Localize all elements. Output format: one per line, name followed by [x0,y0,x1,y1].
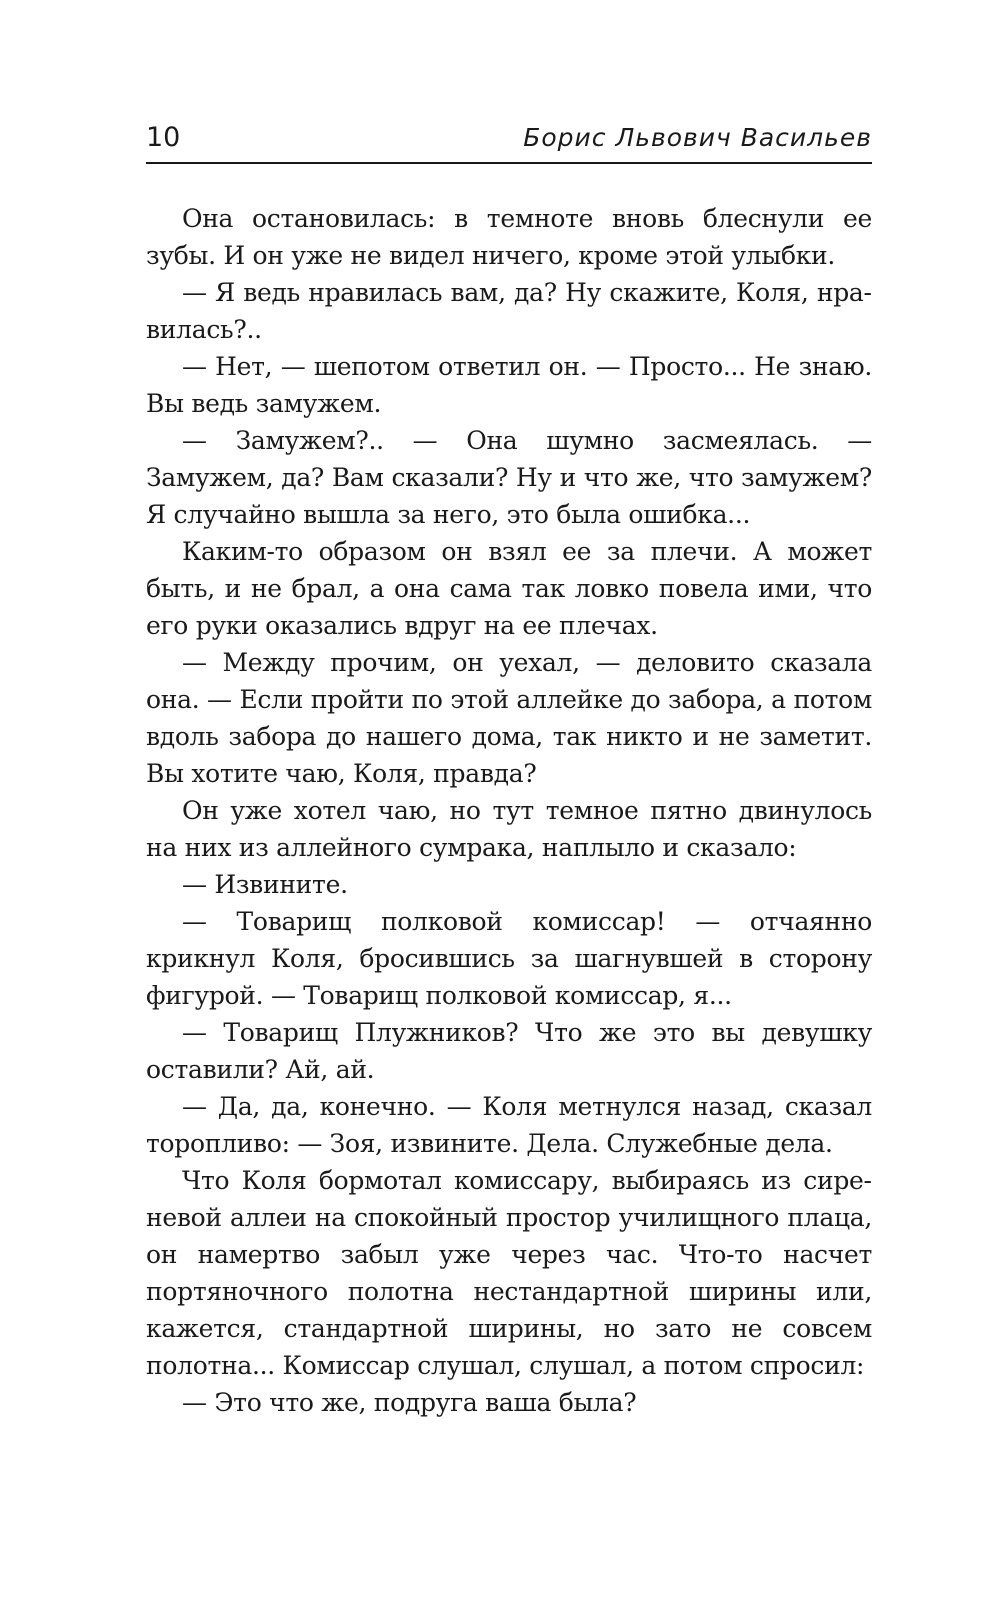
paragraph: — Товарищ полковой комиссар! — отчаянно крикнул Коля, бросившись за шагнувшей в сторону фигурой. — Товарищ полковой комиссар, я... [146,907,872,1010]
paragraph: — Это что же, подруга ваша была? [182,1388,637,1417]
paragraph: — Между прочим, он уехал, — деловито сказала она. — Если пройти по этой аллейке до забора, а потом вдоль забора до нашего дома, так никто и не заметит. Вы хотите чаю, Коля, правда? [146,648,872,788]
running-head-author: Борис Львович Васильев [523,123,872,152]
body-text [146,200,872,1421]
paragraph: Что Коля бормотал комиссару, выбираясь из сиреневой аллеи на спокойный простор училищного плаца, он намертво забыл уже через час. Что-то насчет портяночного полотна нестандартной ширины или, кажется, стандартной ширины, но зато не совсем полотна... Комиссар слушал, слушал, а потом спросил: [146,1166,872,1380]
paragraph: — Я ведь нравилась вам, да? Ну скажите, Коля, нравилась?.. [146,278,872,344]
paragraph: Она остановилась: в темноте вновь блеснули ее зубы. И он уже не видел ничего, кроме этой улыбки. [146,204,872,270]
paragraph: — Нет, — шепотом ответил он. — Просто... Не знаю. Вы ведь замужем. [146,352,872,418]
paragraph: Каким-то образом он взял ее за плечи. А может быть, и не брал, а она сама так ловко повела ими, что его руки оказались вдруг на ее плечах. [146,537,872,640]
paragraph: — Да, да, конечно. — Коля метнулся назад, сказал торопливо: — Зоя, извините. Дела. Служебные дела. [146,1092,872,1158]
paragraph: — Товарищ Плужников? Что же это вы девушку оставили? Ай, ай. [146,1018,872,1084]
paragraph: — Извините. [182,870,348,899]
page-header [146,118,872,164]
page-number: 10 [146,122,181,153]
paragraph: Он уже хотел чаю, но тут темное пятно двинулось на них из аллейного сумрака, наплыло и сказало: [146,796,872,862]
paragraph: — Замужем?.. — Она шумно засмеялась. — Замужем, да? Вам сказали? Ну и что же, что замужем? Я случайно вышла за него, это была ошибка... [146,426,872,529]
